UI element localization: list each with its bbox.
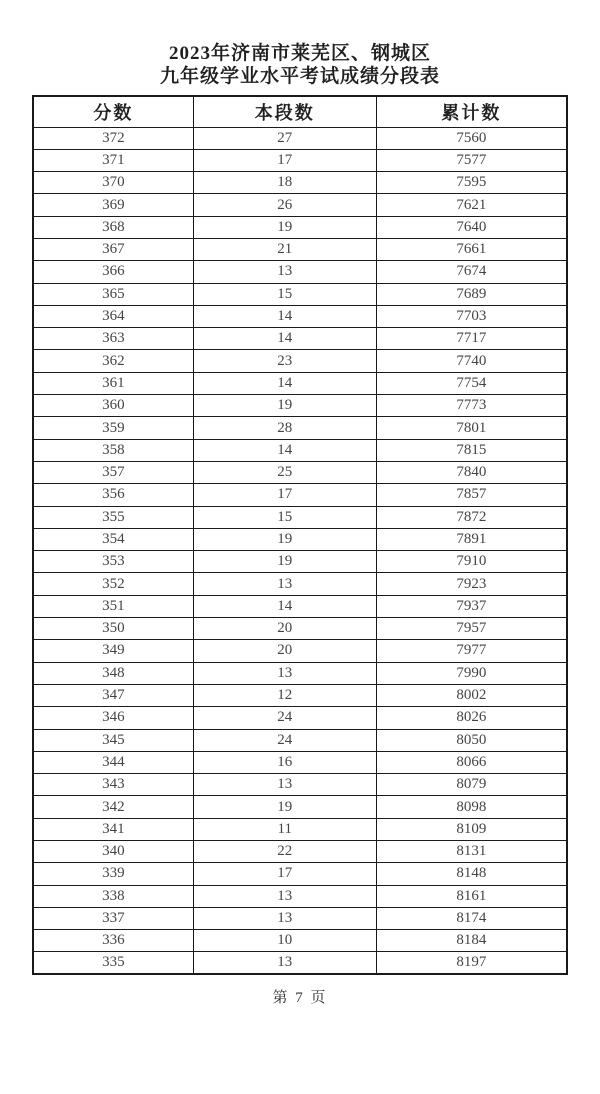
score-cell: 338 [33, 885, 193, 907]
table-row [33, 841, 567, 863]
segment-count-cell: 13 [193, 952, 376, 974]
cumulative-count-cell: 8002 [376, 684, 567, 706]
score-cell: 344 [33, 751, 193, 773]
table-row [33, 439, 567, 461]
cumulative-count-cell: 7977 [376, 640, 567, 662]
score-cell: 350 [33, 618, 193, 640]
cumulative-count-cell: 7815 [376, 439, 567, 461]
score-cell: 341 [33, 818, 193, 840]
score-cell: 359 [33, 417, 193, 439]
segment-count-cell: 14 [193, 439, 376, 461]
segment-count-cell: 14 [193, 328, 376, 350]
cumulative-count-cell: 7717 [376, 328, 567, 350]
segment-count-cell: 25 [193, 461, 376, 483]
segment-count-cell: 19 [193, 528, 376, 550]
segment-count-cell: 15 [193, 283, 376, 305]
cumulative-count-cell: 8148 [376, 863, 567, 885]
segment-count-cell: 14 [193, 305, 376, 327]
cumulative-count-cell: 8066 [376, 751, 567, 773]
segment-count-cell: 19 [193, 551, 376, 573]
score-distribution-table [32, 95, 568, 975]
cumulative-count-cell: 7801 [376, 417, 567, 439]
cumulative-count-cell: 8197 [376, 952, 567, 974]
cumulative-count-cell: 7703 [376, 305, 567, 327]
score-cell: 355 [33, 506, 193, 528]
table-row [33, 818, 567, 840]
score-cell: 372 [33, 127, 193, 149]
segment-count-cell: 13 [193, 261, 376, 283]
table-row [33, 684, 567, 706]
table-row [33, 662, 567, 684]
table-row [33, 640, 567, 662]
cumulative-count-cell: 7740 [376, 350, 567, 372]
column-header-score: 分数 [33, 96, 193, 127]
score-cell: 358 [33, 439, 193, 461]
title-line-2: 九年级学业水平考试成绩分段表 [159, 66, 440, 87]
segment-count-cell: 24 [193, 707, 376, 729]
table-row [33, 395, 567, 417]
cumulative-count-cell: 7891 [376, 528, 567, 550]
page-number: 第 7 页 [272, 990, 328, 1007]
table-row [33, 283, 567, 305]
score-cell: 362 [33, 350, 193, 372]
cumulative-count-cell: 8026 [376, 707, 567, 729]
cumulative-count-cell: 8098 [376, 796, 567, 818]
table-row [33, 417, 567, 439]
table-row [33, 774, 567, 796]
cumulative-count-cell: 7840 [376, 461, 567, 483]
page-title [0, 42, 600, 88]
score-cell: 365 [33, 283, 193, 305]
segment-count-cell: 12 [193, 684, 376, 706]
table-row [33, 461, 567, 483]
segment-count-cell: 10 [193, 930, 376, 952]
table-row [33, 127, 567, 149]
segment-count-cell: 21 [193, 238, 376, 260]
cumulative-count-cell: 7640 [376, 216, 567, 238]
cumulative-count-cell: 7674 [376, 261, 567, 283]
cumulative-count-cell: 7577 [376, 149, 567, 171]
score-cell: 348 [33, 662, 193, 684]
cumulative-count-cell: 8161 [376, 885, 567, 907]
segment-count-cell: 13 [193, 573, 376, 595]
table-row [33, 573, 567, 595]
cumulative-count-cell: 7957 [376, 618, 567, 640]
score-cell: 352 [33, 573, 193, 595]
table-row [33, 528, 567, 550]
cumulative-count-cell: 7560 [376, 127, 567, 149]
cumulative-count-cell: 8050 [376, 729, 567, 751]
score-cell: 368 [33, 216, 193, 238]
segment-count-cell: 18 [193, 172, 376, 194]
score-cell: 345 [33, 729, 193, 751]
title-line-1: 2023年济南市莱芜区、钢城区 [168, 43, 431, 64]
segment-count-cell: 14 [193, 595, 376, 617]
score-cell: 337 [33, 907, 193, 929]
table-row [33, 551, 567, 573]
segment-count-cell: 28 [193, 417, 376, 439]
column-header-cumulative-count: 累计数 [376, 96, 567, 127]
score-cell: 371 [33, 149, 193, 171]
segment-count-cell: 19 [193, 796, 376, 818]
table-row [33, 729, 567, 751]
score-cell: 366 [33, 261, 193, 283]
cumulative-count-cell: 7621 [376, 194, 567, 216]
cumulative-count-cell: 8109 [376, 818, 567, 840]
score-cell: 357 [33, 461, 193, 483]
segment-count-cell: 16 [193, 751, 376, 773]
cumulative-count-cell: 7937 [376, 595, 567, 617]
segment-count-cell: 24 [193, 729, 376, 751]
table-row [33, 907, 567, 929]
cumulative-count-cell: 7990 [376, 662, 567, 684]
score-cell: 367 [33, 238, 193, 260]
segment-count-cell: 15 [193, 506, 376, 528]
score-cell: 354 [33, 528, 193, 550]
table-row [33, 595, 567, 617]
cumulative-count-cell: 7910 [376, 551, 567, 573]
score-cell: 343 [33, 774, 193, 796]
segment-count-cell: 17 [193, 149, 376, 171]
segment-count-cell: 27 [193, 127, 376, 149]
segment-count-cell: 13 [193, 885, 376, 907]
score-cell: 339 [33, 863, 193, 885]
score-cell: 364 [33, 305, 193, 327]
segment-count-cell: 13 [193, 907, 376, 929]
score-cell: 356 [33, 484, 193, 506]
score-cell: 340 [33, 841, 193, 863]
table-row [33, 484, 567, 506]
cumulative-count-cell: 7595 [376, 172, 567, 194]
table-row [33, 328, 567, 350]
table-row [33, 372, 567, 394]
table-row [33, 261, 567, 283]
table-row [33, 350, 567, 372]
score-cell: 353 [33, 551, 193, 573]
score-cell: 336 [33, 930, 193, 952]
segment-count-cell: 26 [193, 194, 376, 216]
score-cell: 369 [33, 194, 193, 216]
score-cell: 349 [33, 640, 193, 662]
score-cell: 361 [33, 372, 193, 394]
table-row [33, 952, 567, 974]
cumulative-count-cell: 7923 [376, 573, 567, 595]
table-row [33, 751, 567, 773]
score-cell: 342 [33, 796, 193, 818]
cumulative-count-cell: 7689 [376, 283, 567, 305]
segment-count-cell: 22 [193, 841, 376, 863]
table-row [33, 930, 567, 952]
score-cell: 360 [33, 395, 193, 417]
table-row [33, 796, 567, 818]
score-cell: 370 [33, 172, 193, 194]
cumulative-count-cell: 7661 [376, 238, 567, 260]
cumulative-count-cell: 7857 [376, 484, 567, 506]
cumulative-count-cell: 8131 [376, 841, 567, 863]
segment-count-cell: 20 [193, 640, 376, 662]
score-cell: 347 [33, 684, 193, 706]
segment-count-cell: 19 [193, 395, 376, 417]
table-header-row [33, 96, 567, 127]
table-row [33, 305, 567, 327]
cumulative-count-cell: 7872 [376, 506, 567, 528]
segment-count-cell: 17 [193, 484, 376, 506]
table-row [33, 506, 567, 528]
cumulative-count-cell: 8079 [376, 774, 567, 796]
segment-count-cell: 13 [193, 662, 376, 684]
table-row [33, 707, 567, 729]
score-cell: 351 [33, 595, 193, 617]
segment-count-cell: 23 [193, 350, 376, 372]
table-row [33, 172, 567, 194]
segment-count-cell: 14 [193, 372, 376, 394]
segment-count-cell: 17 [193, 863, 376, 885]
cumulative-count-cell: 8184 [376, 930, 567, 952]
table-row [33, 863, 567, 885]
cumulative-count-cell: 7773 [376, 395, 567, 417]
segment-count-cell: 11 [193, 818, 376, 840]
table-row [33, 216, 567, 238]
table-row [33, 885, 567, 907]
table-row [33, 618, 567, 640]
table-row [33, 194, 567, 216]
segment-count-cell: 20 [193, 618, 376, 640]
score-cell: 335 [33, 952, 193, 974]
cumulative-count-cell: 8174 [376, 907, 567, 929]
table-row [33, 238, 567, 260]
cumulative-count-cell: 7754 [376, 372, 567, 394]
score-cell: 363 [33, 328, 193, 350]
table-row [33, 149, 567, 171]
column-header-segment-count: 本段数 [193, 96, 376, 127]
segment-count-cell: 19 [193, 216, 376, 238]
score-cell: 346 [33, 707, 193, 729]
segment-count-cell: 13 [193, 774, 376, 796]
